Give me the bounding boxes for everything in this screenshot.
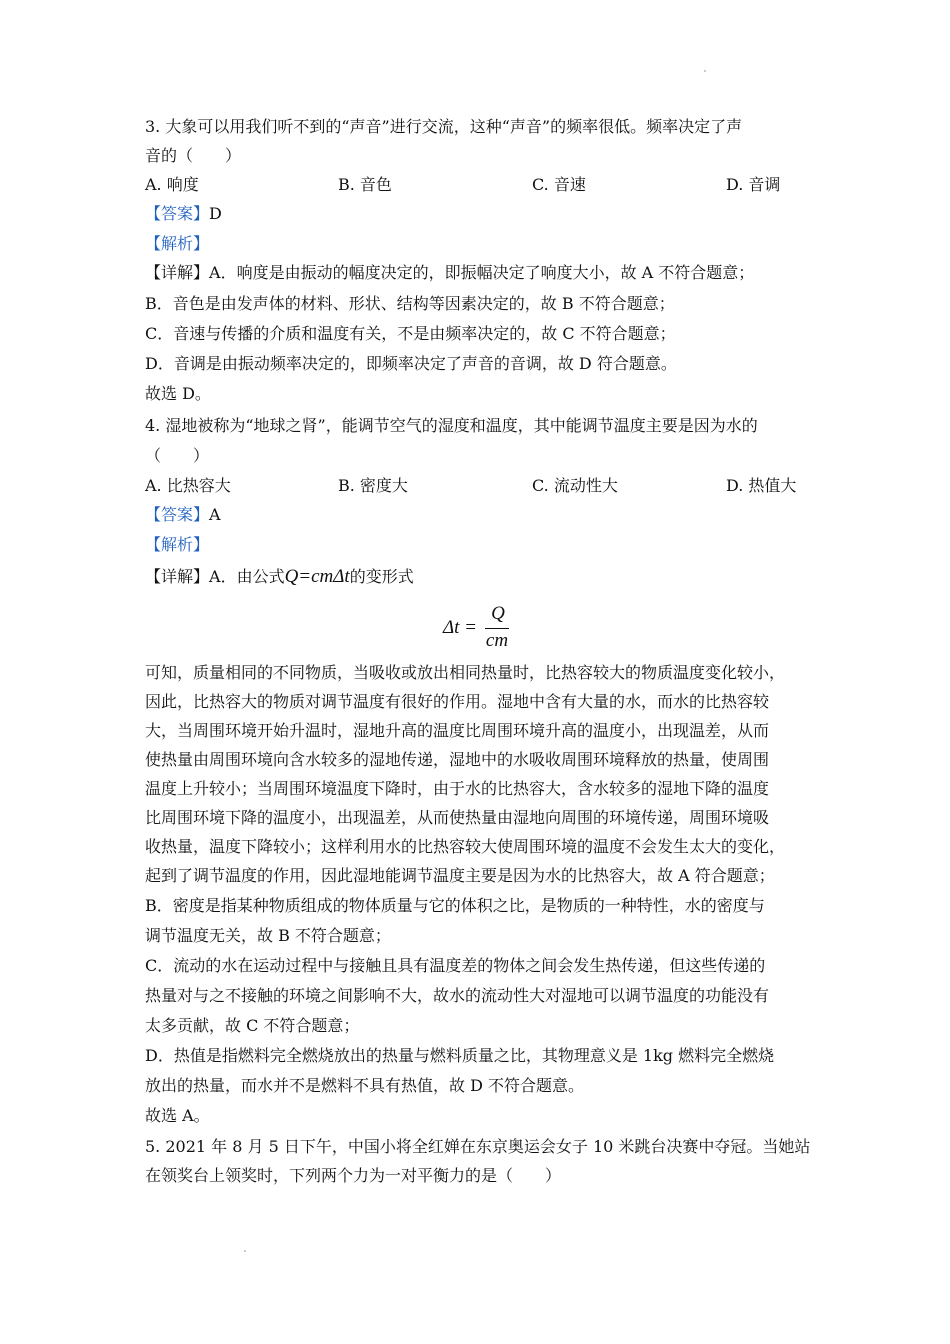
q3-stem-line-1: 3. 大象可以用我们听不到的“声音”进行交流，这种“声音”的频率很低。频率决定了声 — [145, 117, 743, 136]
detail-text: A．响度是由振动的幅度决定的，即振幅决定了响度大小，故 A 不符合题意； — [209, 263, 755, 282]
answer-value: A — [209, 505, 221, 524]
detail-tag: 【详解】 — [145, 263, 210, 282]
inline-formula: Q=cmΔt — [284, 566, 350, 587]
page-mark — [704, 70, 706, 72]
q4-para-d-1: D．热值是指燃料完全燃烧放出的热量与燃料质量之比，其物理意义是 1kg 燃料完全燃烧 — [145, 1046, 775, 1065]
page-mark — [244, 1250, 246, 1252]
q4-para-d-2: 放出的热量，而水并不是燃料不具有热值，故 D 不符合题意。 — [145, 1076, 585, 1095]
answer-tag: 【答案】 — [145, 505, 210, 524]
detail-tag: 【详解】 — [145, 567, 210, 586]
q4-option-c: C. 流动性大 — [532, 476, 618, 495]
q4-answer — [145, 505, 221, 525]
q3-stem-line-2: 音的（ ） — [145, 146, 242, 165]
q4-option-a: A. 比热容大 — [145, 476, 231, 495]
q5-stem-line-1: 5. 2021 年 8 月 5 日下午，中国小将全红婵在东京奥运会女子 10 米跳台决赛中夺冠。当她站 — [145, 1137, 811, 1156]
q4-option-d: D. 热值大 — [726, 476, 797, 495]
q4-para-a-6: 比周围环境下降的温度小，出现温差，从而使热量由湿地向周围的环境传递，周围环境吸 — [145, 808, 770, 827]
answer-value: D — [209, 204, 222, 223]
q4-para-c-3: 太多贡献，故 C 不符合题意； — [145, 1016, 360, 1035]
q3-option-c: C. 音速 — [532, 175, 586, 194]
q3-detail-2: B．音色是由发声体的材料、形状、结构等因素决定的，故 B 不符合题意； — [145, 294, 675, 313]
q4-para-a-8: 起到了调节温度的作用，因此湿地能调节温度主要是因为水的比热容大，故 A 符合题意； — [145, 866, 775, 885]
q4-choose: 故选 A。 — [145, 1106, 210, 1125]
detail-text-b: 的变形式 — [349, 567, 414, 586]
q3-choose: 故选 D。 — [145, 384, 211, 403]
formula-lhs: Δt = — [443, 617, 478, 638]
detail-text-a: A．由公式 — [209, 567, 285, 586]
q4-analysis-tag: 【解析】 — [145, 535, 210, 554]
q3-detail-1 — [145, 263, 754, 283]
q3-option-a: A. 响度 — [145, 175, 199, 194]
q5-stem-line-2: 在领奖台上领奖时，下列两个力为一对平衡力的是（ ） — [145, 1166, 562, 1185]
formula-numerator: Q — [491, 603, 505, 624]
q4-option-b: B. 密度大 — [338, 476, 408, 495]
q4-stem-line-2: （ ） — [145, 446, 210, 465]
q4-para-a-7: 收热量，温度下降较小；这样利用水的比热容较大使周围环境的温度不会发生太大的变化， — [145, 837, 786, 856]
q4-para-c-2: 热量对与之不接触的环境之间影响不大，故水的流动性大对湿地可以调节温度的功能没有 — [145, 986, 770, 1005]
formula-block — [443, 603, 523, 653]
q3-answer — [145, 204, 222, 224]
q3-option-d: D. 音调 — [726, 175, 781, 194]
q4-para-c-1: C．流动的水在运动过程中与接触且具有温度差的物体之间会发生热传递，但这些传递的 — [145, 956, 766, 975]
answer-tag: 【答案】 — [145, 204, 210, 223]
formula-denominator: cm — [485, 630, 509, 651]
q4-stem-line-1: 4. 湿地被称为“地球之肾”，能调节空气的湿度和温度，其中能调节温度主要是因为水的 — [145, 416, 758, 435]
q4-para-a-1: 可知，质量相同的不同物质，当吸收或放出相同热量时，比热容较大的物质温度变化较小， — [145, 663, 786, 682]
q4-para-b-2: 调节温度无关，故 B 不符合题意； — [145, 926, 391, 945]
q3-option-b: B. 音色 — [338, 175, 392, 194]
q4-para-b-1: B．密度是指某种物质组成的物体质量与它的体积之比，是物质的一种特性，水的密度与 — [145, 896, 765, 915]
q4-para-a-3: 大，当周围环境开始升温时，湿地升高的温度比周围环境升高的温度小，出现温差，从而 — [145, 721, 770, 740]
q4-detail-intro — [145, 567, 414, 587]
q4-para-a-4: 使热量由周围环境向含水较多的湿地传递，湿地中的水吸收周围环境释放的热量，使周围 — [145, 750, 770, 769]
q3-analysis-tag: 【解析】 — [145, 234, 210, 253]
q3-detail-3: C．音速与传播的介质和温度有关，不是由频率决定的，故 C 不符合题意； — [145, 324, 676, 343]
fraction-bar — [485, 628, 509, 629]
q4-para-a-2: 因此，比热容大的物质对调节温度有很好的作用。湿地中含有大量的水，而水的比热容较 — [145, 692, 770, 711]
q3-detail-4: D．音调是由振动频率决定的，即频率决定了声音的音调，故 D 符合题意。 — [145, 354, 677, 373]
q4-para-a-5: 温度上升较小；当周围环境温度下降时，由于水的比热容大，含水较多的湿地下降的温度 — [145, 779, 770, 798]
